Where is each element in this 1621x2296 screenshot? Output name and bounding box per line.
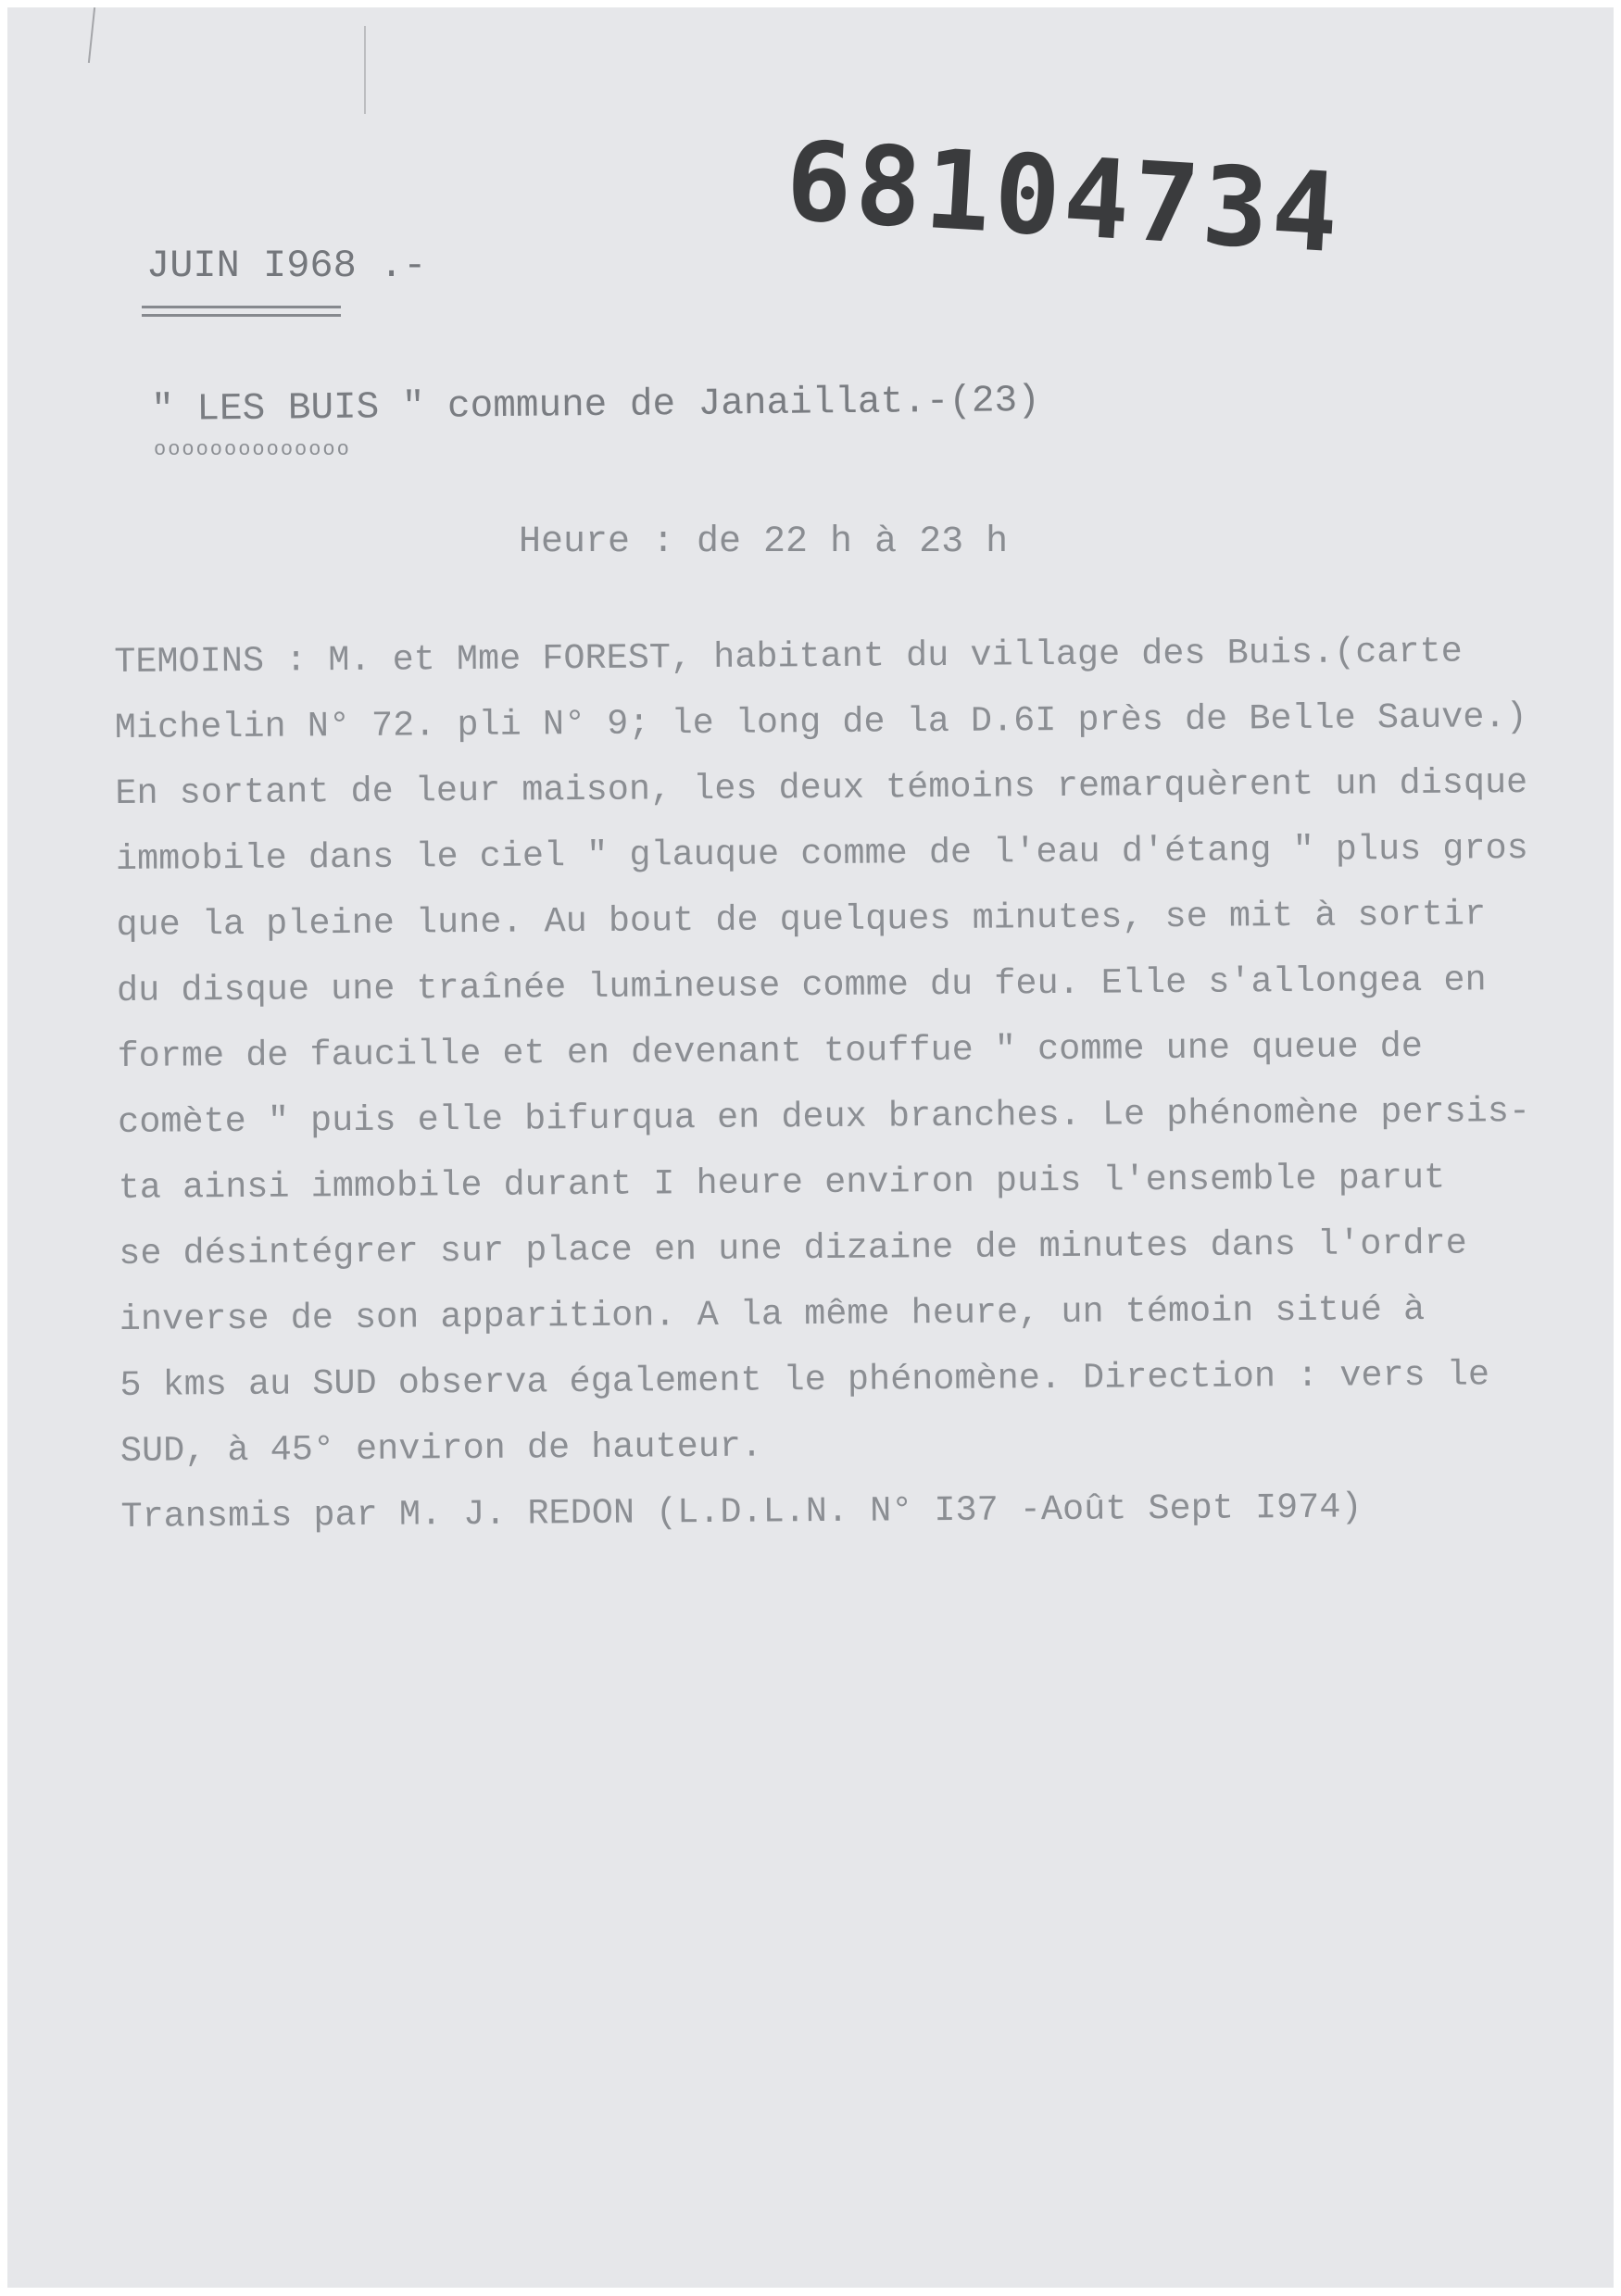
body-line: Michelin N° 72. pli N° 9; le long de la D.6I près de Belle Sauve.) [114, 696, 1527, 748]
date-underline [142, 306, 341, 308]
serial-number-stamp: 68104734 [782, 117, 1346, 278]
body-line: En sortant de leur maison, les deux témoins remarquèrent un disque [115, 762, 1528, 814]
margin-pen-mark [88, 7, 95, 63]
margin-pen-mark [364, 26, 366, 114]
body-line: que la pleine lune. Au bout de quelques minutes, se mit à sortir [116, 894, 1487, 946]
date-underline [142, 314, 341, 317]
report-body [114, 619, 1566, 1550]
body-line: se désintégrer sur place en une dizaine de minutes dans l'ordre [119, 1223, 1467, 1274]
body-line: immobile dans le ciel " glauque comme de l'eau d'étang " plus gros [115, 828, 1528, 880]
body-line: 5 kms au SUD observa également le phénomène. Direction : vers le [119, 1354, 1490, 1406]
observation-hour: Heure : de 22 h à 23 h [519, 521, 1009, 563]
body-line: forme de faucille et en devenant touffue " comme une queue de [117, 1025, 1424, 1077]
body-line: ta ainsi immobile durant I heure environ puis l'ensemble parut [118, 1157, 1446, 1209]
transmission-line: Transmis par M. J. REDON (L.D.L.N. N° I37 -Août Sept I974) [120, 1487, 1363, 1537]
body-line: comète " puis elle bifurqua en deux branches. Le phénomène persis- [118, 1091, 1531, 1143]
document-page [7, 7, 1614, 2288]
body-line: SUD, à 45° environ de hauteur. [119, 1425, 763, 1472]
body-line: inverse de son apparition. A la même heure, un témoin situé à [119, 1288, 1426, 1340]
report-date: JUIN I968 .- [146, 244, 427, 288]
body-line: du disque une traînée lumineuse comme du feu. Elle s'allongea en [116, 960, 1487, 1011]
location-heading: " LES BUIS " commune de Janaillat.-(23) [151, 379, 1040, 432]
heading-underline-circles: oooooooooooooo [154, 438, 351, 461]
body-line: TEMOINS : M. et Mme FOREST, habitant du village des Buis.(carte [114, 631, 1463, 683]
